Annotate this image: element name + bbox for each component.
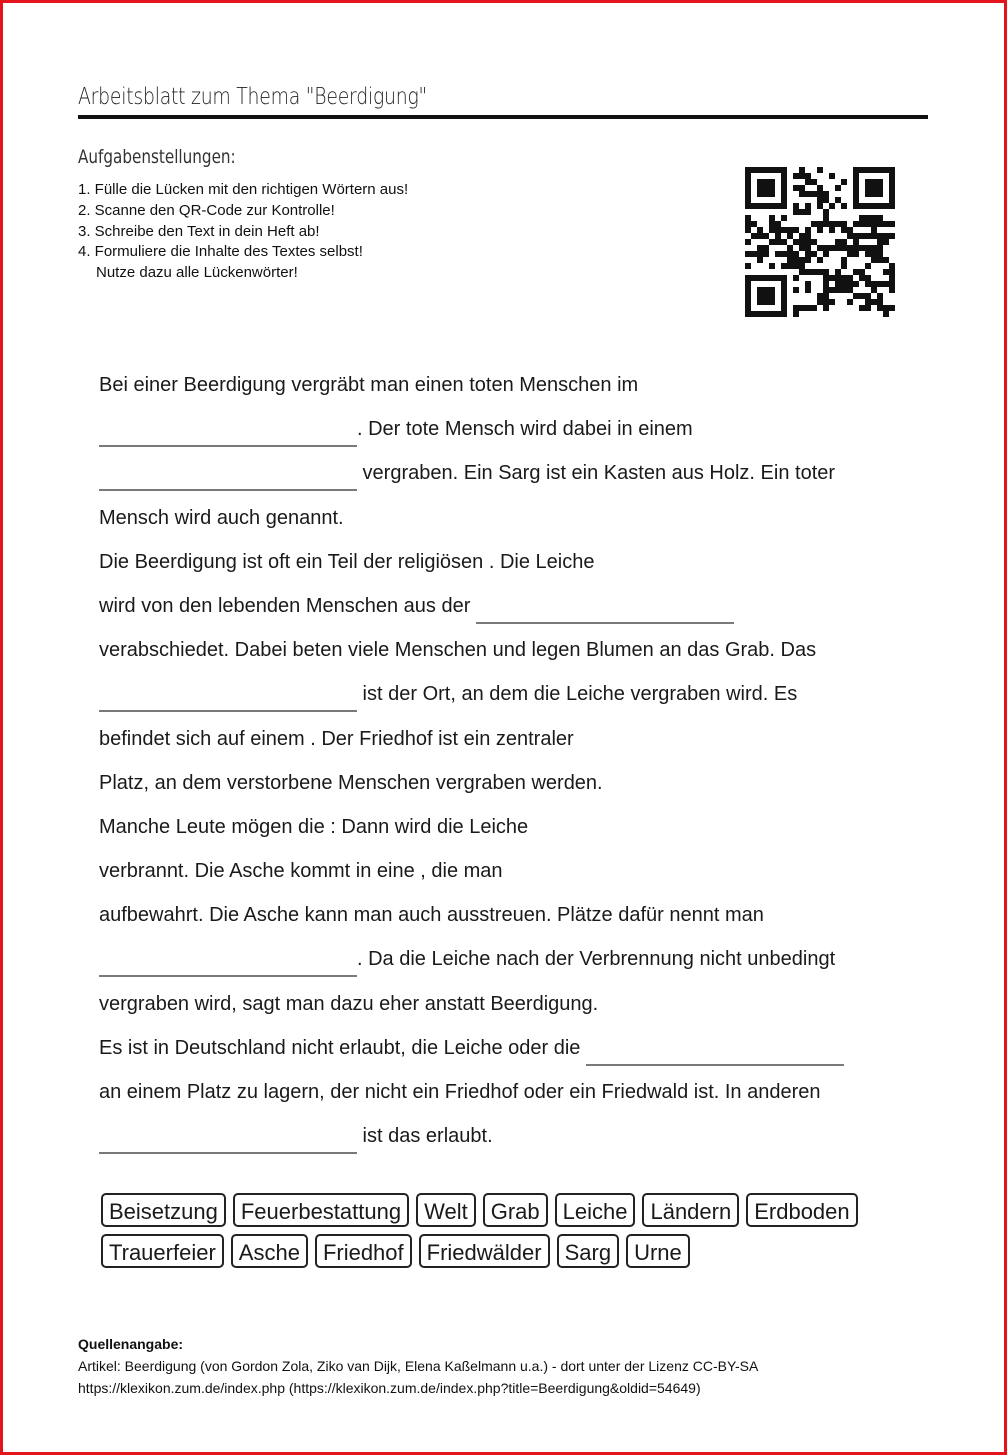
word-chip[interactable]: Grab [483,1193,548,1227]
task-item-1: 1. Fülle die Lücken mit den richtigen Wörtern aus! [78,181,409,198]
text-line [99,937,919,981]
word-bank [101,1193,901,1275]
tasks-heading: Aufgabenstellungen: [78,146,236,168]
blank-gap[interactable] [99,467,357,491]
blank-gap[interactable] [99,1130,357,1154]
text-line [99,1114,919,1158]
word-chip[interactable]: Beisetzung [101,1193,226,1227]
text-segment: aufbewahrt. Die Asche kann man auch ausstreuen. Plätze dafür nennt man [99,904,764,927]
text-segment: ist das erlaubt. [357,1125,493,1148]
text-line [99,982,919,1026]
text-segment: : Dann wird die Leiche [330,815,529,838]
text-line [99,672,919,716]
text-segment: . Die Leiche [488,550,595,573]
task-item-2: 2. Scanne den QR-Code zur Kontrolle! [78,201,335,219]
text-segment: Bei einer Beerdigung vergräbt man einen toten Menschen im [99,374,639,396]
text-segment: Es ist in Deutschland nicht erlaubt, die Leiche oder die [99,1036,586,1059]
text-line [99,761,919,805]
cloze-text [99,363,919,1158]
word-chip[interactable]: Urne [626,1234,690,1268]
text-segment: verabschiedet. Dabei beten viele Menschen und legen Blumen an das Grab. Das [99,639,817,662]
text-line [99,628,919,672]
blank-gap[interactable] [476,600,734,624]
text-line [99,407,919,451]
word-chip[interactable]: Leiche [555,1193,636,1227]
blank-gap[interactable] [99,688,357,712]
word-bank-row [101,1193,901,1227]
task-list [78,180,408,284]
word-chip[interactable]: Erdboden [746,1193,857,1227]
text-segment: . Da die Leiche nach der Verbrennung nicht unbedingt [357,948,836,971]
word-chip[interactable]: Friedhof [315,1234,412,1268]
worksheet-title: Arbeitsblatt zum Thema "Beerdigung" [78,84,427,110]
text-line [99,1070,919,1114]
blank-gap[interactable] [99,423,357,447]
text-line [99,893,919,937]
source-reference [78,1333,758,1399]
text-line [99,805,919,849]
text-segment: befindet sich auf einem [99,727,311,750]
word-chip[interactable]: Asche [231,1234,308,1268]
text-segment: Platz, an dem verstorbene Menschen vergraben werden. [99,771,603,794]
text-segment: . Der tote Mensch wird dabei in einem [357,418,693,441]
text-segment: Die Beerdigung ist oft ein Teil der religiösen [99,550,489,573]
text-line [99,1026,919,1070]
text-segment: an einem Platz zu lagern, der nicht ein Friedhof oder ein Friedwald ist. In anderen [99,1081,821,1103]
title-underline [78,115,928,119]
word-chip[interactable]: Welt [416,1193,476,1227]
text-segment: , die man [420,860,503,883]
text-line [99,451,919,495]
text-segment: Manche Leute mögen die [99,815,331,838]
text-segment: genannt. [265,506,344,529]
task-item-4-continued: Nutze dazu alle Lückenwörter! [96,264,298,282]
task-item-3: 3. Schreibe den Text in dein Heft ab! [78,222,320,240]
source-url: https://klexikon.zum.de/index.php (https://klexikon.zum.de/index.php?title=Beerdigung&oldid=54649) [78,1380,701,1396]
text-segment: ist der Ort, an dem die Leiche vergraben wird. Es [357,683,798,706]
source-label: Quellenangabe: [78,1336,184,1352]
text-segment: anstatt Beerdigung. [424,992,599,1015]
text-line [99,584,919,628]
text-segment: Mensch wird auch [99,506,266,529]
word-chip[interactable]: Ländern [642,1193,739,1227]
word-chip[interactable]: Friedwälder [419,1234,550,1268]
source-article: Artikel: Beerdigung (von Gordon Zola, Ziko van Dijk, Elena Kaßelmann u.a.) - dort unter der Lizenz CC-BY-SA [78,1358,759,1374]
text-line [99,496,919,540]
text-segment: vergraben wird, sagt man dazu eher [99,992,425,1015]
text-line [99,717,919,761]
task-item-4: 4. Formuliere die Inhalte des Textes selbst! [78,243,363,261]
text-segment: vergraben. Ein Sarg ist ein Kasten aus Holz. Ein toter [357,462,836,485]
word-chip[interactable]: Feuerbestattung [233,1193,409,1227]
text-line [99,849,919,893]
text-line [99,363,919,407]
word-chip[interactable]: Sarg [557,1234,619,1268]
text-segment: wird von den lebenden Menschen aus der [99,594,476,617]
word-chip[interactable]: Trauerfeier [101,1234,224,1268]
text-line [99,540,919,584]
qr-code-icon[interactable] [745,166,895,318]
text-segment: verbrannt. Die Asche kommt in eine [99,860,421,883]
blank-gap[interactable] [99,953,357,977]
blank-gap[interactable] [586,1042,844,1066]
text-segment: . Der Friedhof ist ein zentraler [310,727,574,750]
word-bank-row [101,1234,901,1268]
